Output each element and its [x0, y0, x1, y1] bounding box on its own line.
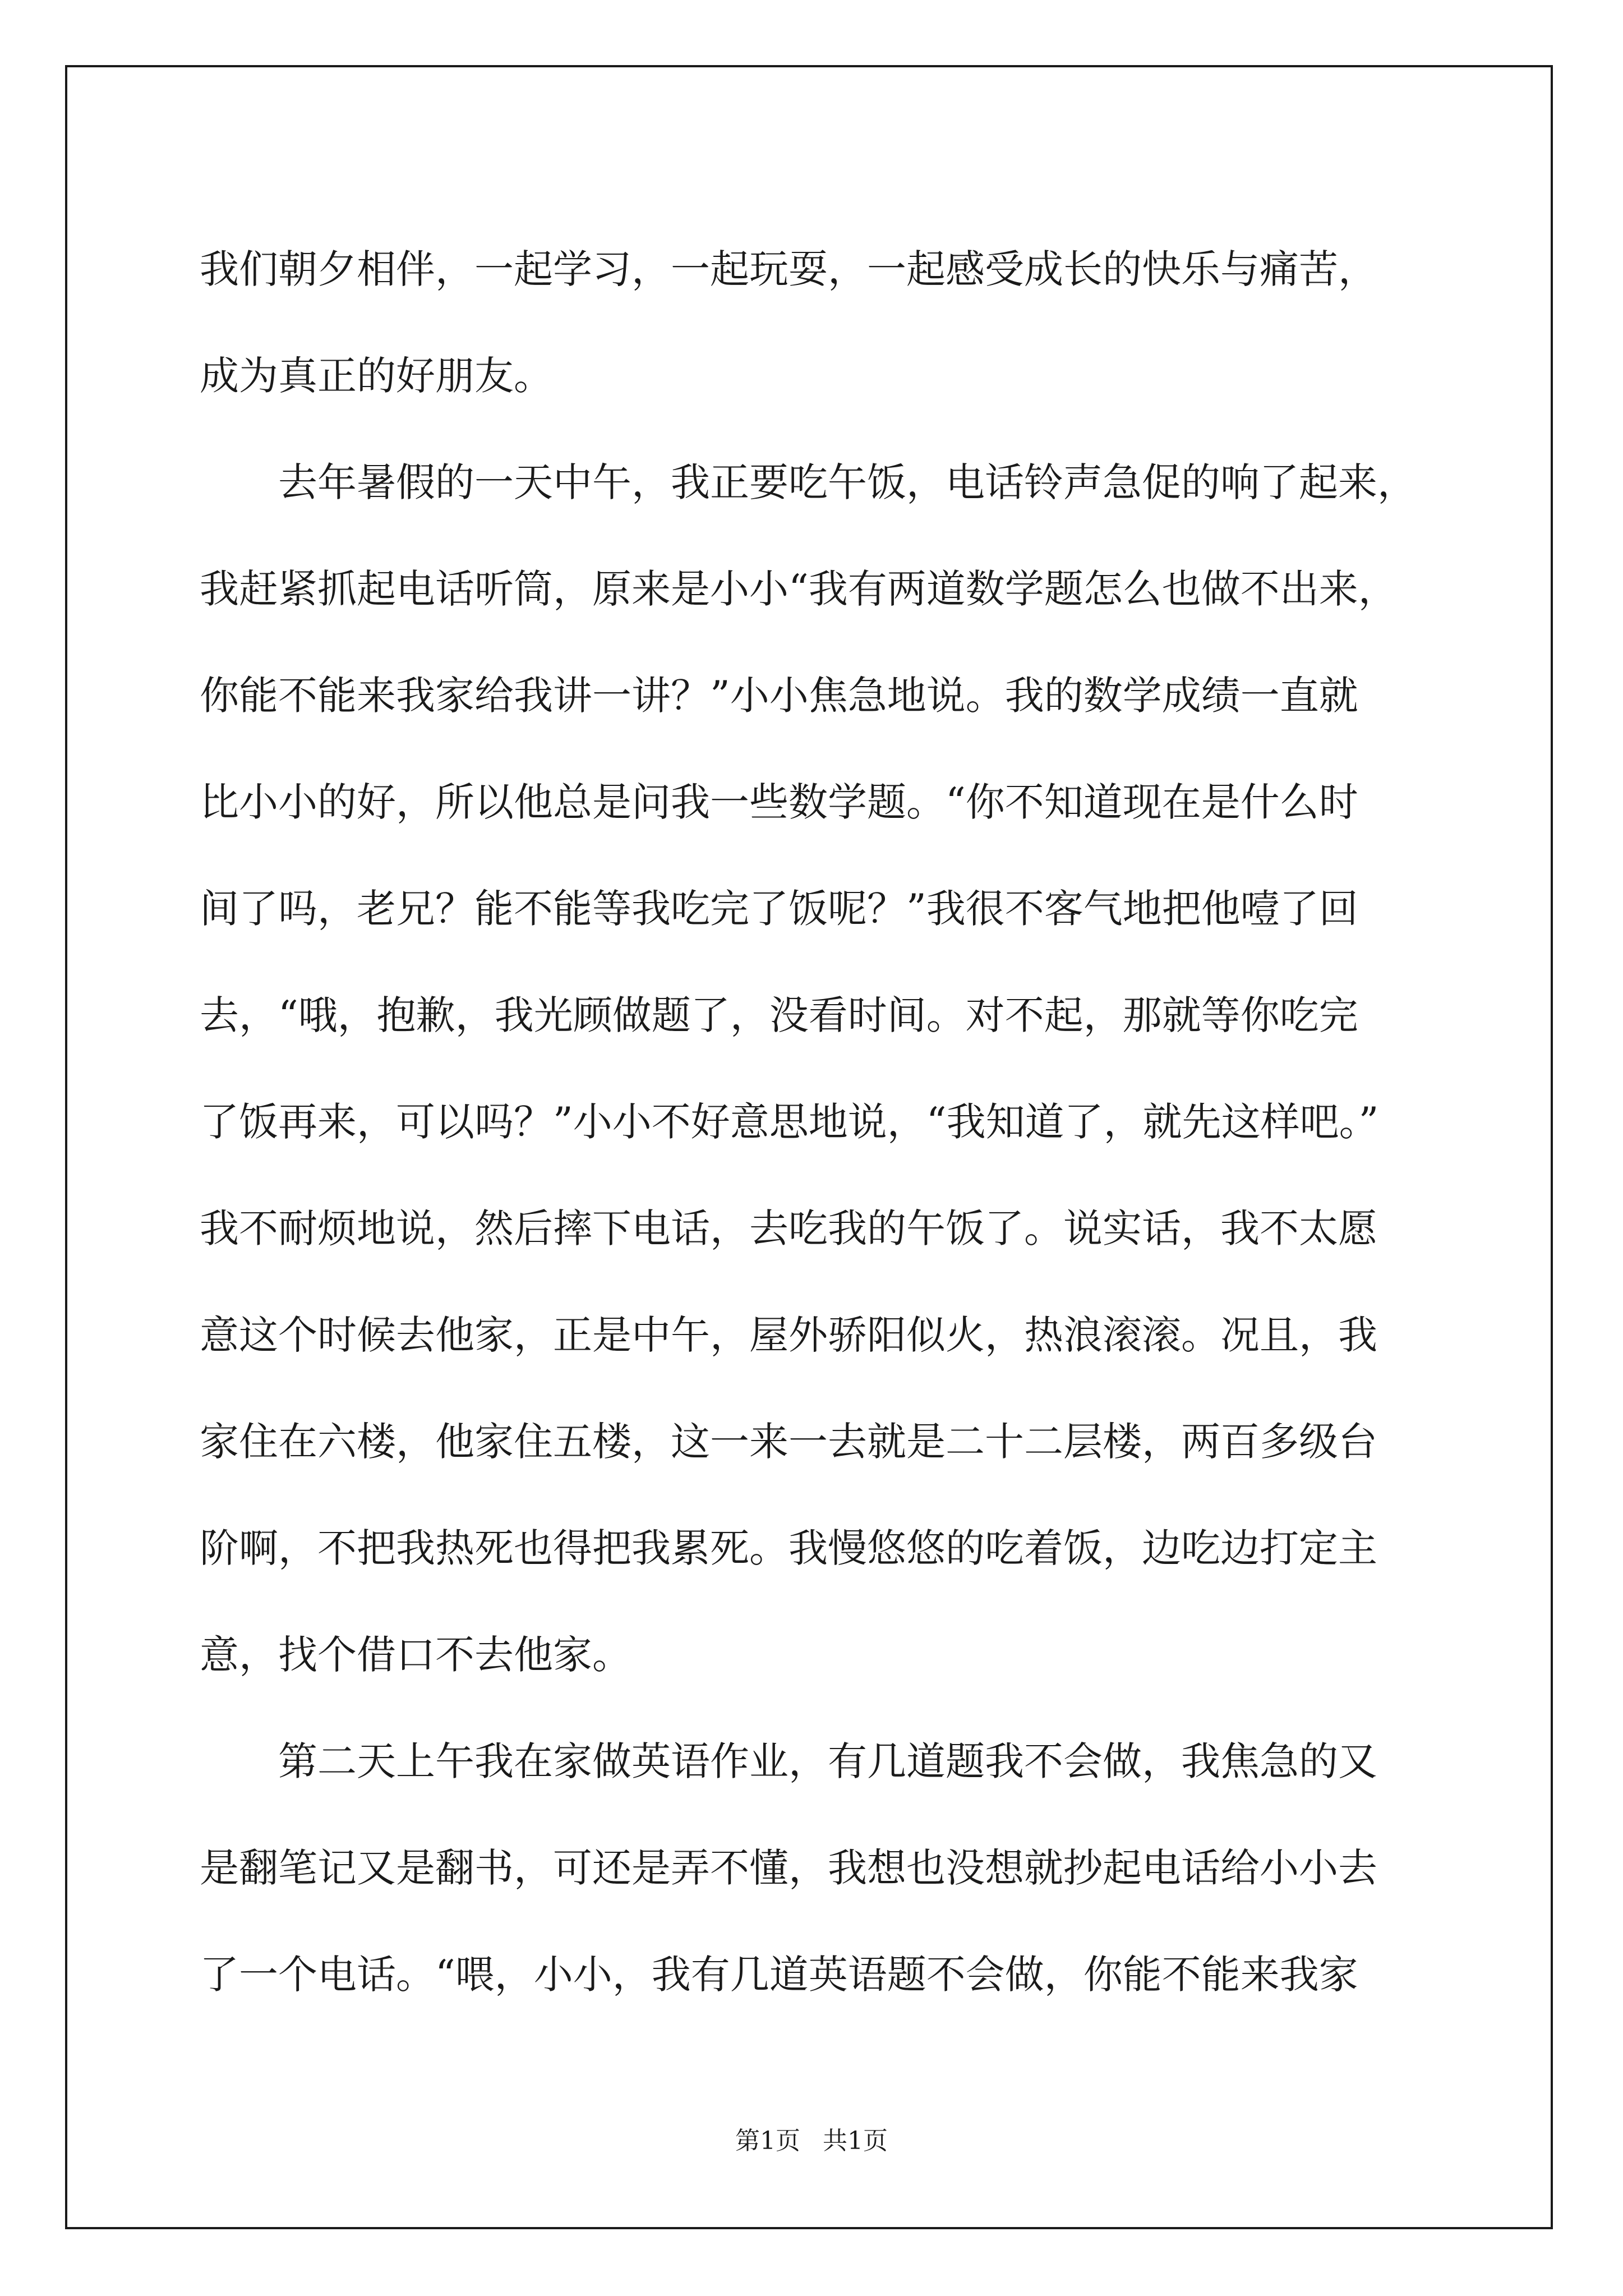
page-number-total: 共1页: [823, 2127, 888, 2155]
text-line: 我不耐烦地说，然后摔下电话，去吃我的午饭了。说实话，我不太愿: [200, 1205, 1377, 1251]
text-line: 阶啊，不把我热死也得把我累死。我慢悠悠的吃着饭，边吃边打定主: [200, 1525, 1377, 1571]
page-number-current: 第1页: [735, 2127, 800, 2155]
text-line: 去年暑假的一天中午，我正要吃午饭，电话铃声急促的响了起来，: [278, 459, 1417, 505]
text-line: 去，“哦，抱歉，我光顾做题了，没看时间。对不起，那就等你吃完: [200, 992, 1358, 1038]
text-line: 间了吗，老兄？能不能等我吃完了饭呢？”我很不客气地把他噎了回: [200, 886, 1358, 932]
text-line: 意，找个借口不去他家。: [200, 1632, 631, 1678]
document-body: [200, 216, 1433, 2028]
text-line: 我赶紧抓起电话听筒，原来是小小“我有两道数学题怎么也做不出来，: [200, 566, 1398, 612]
text-line: 家住在六楼，他家住五楼，这一来一去就是二十二层楼，两百多级台: [200, 1419, 1377, 1465]
text-line: 了饭再来，可以吗？”小小不好意思地说，“我知道了，就先这样吧。”: [200, 1099, 1379, 1145]
text-line: 比小小的好，所以他总是问我一些数学题。“你不知道现在是什么时: [200, 779, 1358, 825]
text-line: 你能不能来我家给我讲一讲？”小小焦急地说。我的数学成绩一直就: [200, 673, 1358, 719]
text-line: 了一个电话。“喂，小小，我有几道英语题不会做，你能不能来我家: [200, 1952, 1358, 1998]
text-line: 第二天上午我在家做英语作业，有几道题我不会做，我焦急的又: [278, 1738, 1377, 1784]
text-line: 我们朝夕相伴，一起学习，一起玩耍，一起感受成长的快乐与痛苦，: [200, 246, 1377, 292]
text-line: 意这个时候去他家，正是中午，屋外骄阳似火，热浪滚滚。况且，我: [200, 1312, 1377, 1358]
text-line: 是翻笔记又是翻书，可还是弄不懂，我想也没想就抄起电话给小小去: [200, 1845, 1377, 1891]
page-footer: [0, 2120, 1623, 2156]
text-line: 成为真正的好朋友。: [200, 353, 553, 399]
